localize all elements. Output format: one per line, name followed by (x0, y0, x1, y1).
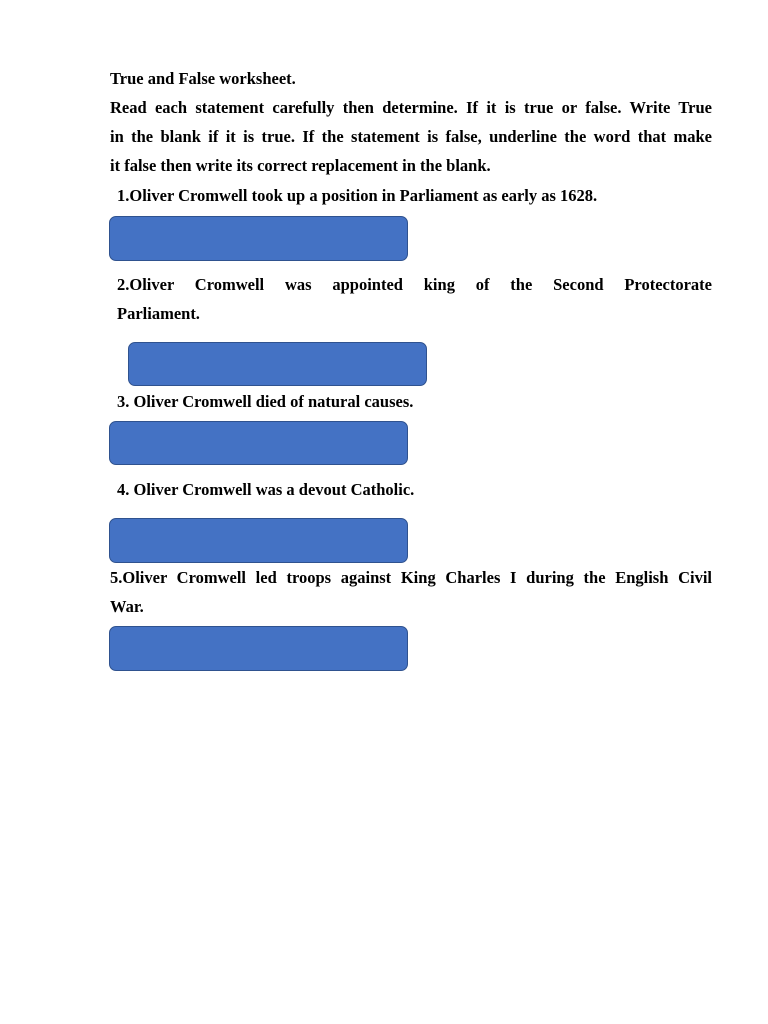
question-5-text-line-2: War. (110, 597, 144, 616)
answer-box-3[interactable] (109, 421, 408, 465)
question-5-text-line-1: 5.Oliver Cromwell led troops against King Charles I during the English Civil (110, 568, 712, 587)
answer-box-2[interactable] (128, 342, 427, 386)
instructions-line-1: Read each statement carefully then determine. If it is true or false. Write True (110, 98, 712, 117)
question-3-text: 3. Oliver Cromwell died of natural causes. (117, 392, 414, 411)
answer-box-4[interactable] (109, 518, 408, 563)
question-1-text: 1.Oliver Cromwell took up a position in Parliament as early as 1628. (117, 186, 598, 205)
question-2-text-line-1: 2.Oliver Cromwell was appointed king of the Second Protectorate (117, 275, 712, 294)
instructions-line-2: in the blank if it is true. If the statement is false, underline the word that make (110, 127, 712, 146)
question-4-text: 4. Oliver Cromwell was a devout Catholic. (117, 480, 415, 499)
worksheet-title: True and False worksheet. (110, 69, 296, 88)
answer-box-1[interactable] (109, 216, 408, 261)
instructions-line-3: it false then write its correct replacement in the blank. (110, 156, 491, 175)
question-2-text-line-2: Parliament. (117, 304, 200, 323)
answer-box-5[interactable] (109, 626, 408, 671)
